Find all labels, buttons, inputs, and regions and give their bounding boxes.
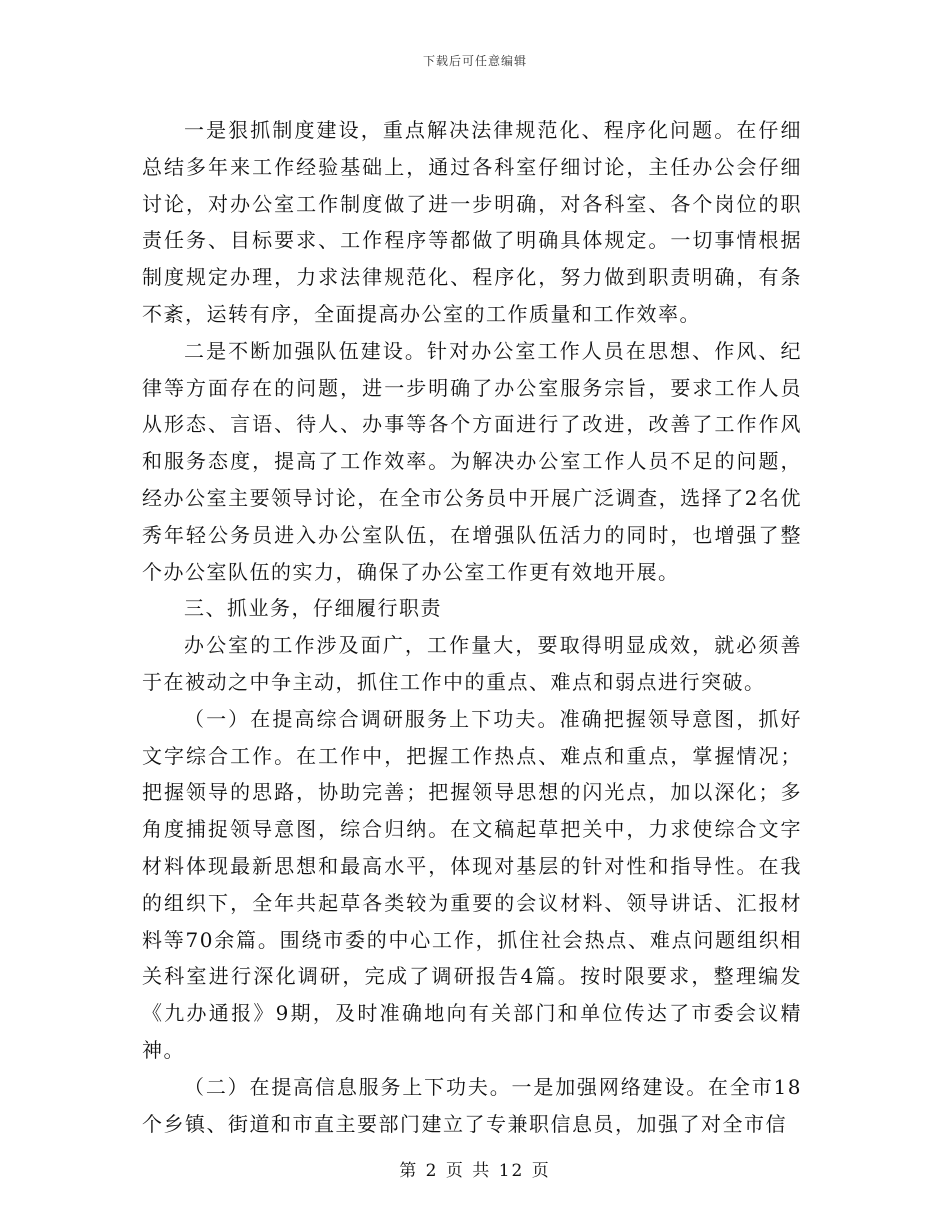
section-heading-three: 三、抓业务，仔细履行职责 bbox=[184, 596, 442, 621]
paragraph-information-service: （二）在提高信息服务上下功夫。一是加强网络建设。在全市18个乡镇、街道和市直主要部门建立了专兼职信息员，加强了对全市信 bbox=[142, 1074, 802, 1136]
page-number: 第 2 页 共 12 页 bbox=[399, 1161, 551, 1181]
page-header: 下载后可任意编辑 bbox=[422, 54, 527, 68]
paragraph-team-building: 二是不断加强队伍建设。针对办公室工作人员在思想、作风、纪律等方面存在的问题，进一步明确了办公室服务宗旨，要求工作人员从形态、言语、待人、办事等各个方面进行了改进，改善了工作作风和服务态度，提高了工作效率。为解决办公室工作人员不足的问题，经办公室主要领导讨论，在全市公务员中开展广泛调查，选择了2名优秀年轻公务员进入办公室队伍，在增强队伍活力的同时，也增强了整个办公室队伍的实力，确保了办公室工作更有效地开展。 bbox=[142, 338, 802, 584]
document-body bbox=[142, 112, 802, 1142]
paragraph-research-service: （一）在提高综合调研服务上下功夫。准确把握领导意图，抓好文字综合工作。在工作中，把握工作热点、难点和重点，掌握情况；把握领导的思路，协助完善；把握领导思想的闪光点，加以深化；多角度捕捉领导意图，综合归纳。在文稿起草把关中，力求使综合文字材料体现最新思想和最高水平，体现对基层的针对性和指导性。在我的组织下，全年共起草各类较为重要的会议材料、领导讲话、汇报材料等70余篇。围绕市委的中心工作，抓住社会热点、难点问题组织相关科室进行深化调研，完成了调研报告4篇。按时限要求，整理编发《九办通报》9期，及时准确地向有关部门和单位传达了市委会议精神。 bbox=[142, 706, 802, 1062]
paragraph-institution-building: 一是狠抓制度建设，重点解决法律规范化、程序化问题。在仔细总结多年来工作经验基础上，通过各科室仔细讨论，主任办公会仔细讨论，对办公室工作制度做了进一步明确，对各科室、各个岗位的职责任务、目标要求、工作程序等都做了明确具体规定。一切事情根据制度规定办理，力求法律规范化、程序化，努力做到职责明确，有条不紊，运转有序，全面提高办公室的工作质量和工作效率。 bbox=[142, 118, 802, 326]
paragraph-office-work-intro: 办公室的工作涉及面广，工作量大，要取得明显成效，就必须善于在被动之中争主动，抓住工作中的重点、难点和弱点进行突破。 bbox=[142, 633, 802, 694]
